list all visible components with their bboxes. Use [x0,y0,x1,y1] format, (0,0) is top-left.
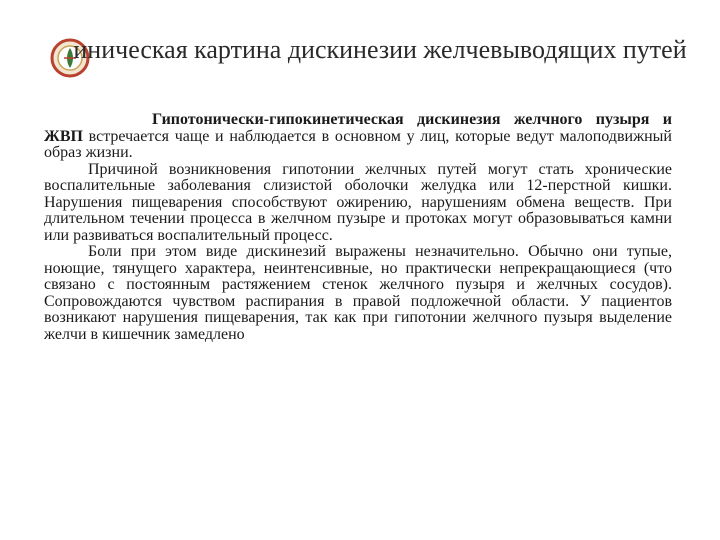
paragraph-3: Боли при этом виде дискинезий выражены незначительно. Обычно они тупые, ноющие, тянущего характера, неинтенсивные, но практически непрекращающиеся (что связано с постоянным растяжением стенок желчного пузыря и желчных сосудов). Сопровождаются чувством распирания в правой подложечной области. У пациентов возникают нарушения пищеварения, так как при гипотонии желчного пузыря выделение желчи в кишечник замедлено [44,243,672,343]
slide-title: иническая картина дискинезии желчевыводящих путей [73,35,687,64]
paragraph-1-text: встречается чаще и наблюдается в основном у лиц, которые ведут малоподвижный образ жизни. [44,127,672,161]
slide-body [44,112,672,343]
paragraph-1 [44,112,672,162]
paragraph-1-lead: Гипотонически-гипокинетическая дискинезия желчного пузыря и ЖВП [44,111,672,145]
paragraph-2: Причиной возникновения гипотонии желчных путей могут стать хронические воспалительные заболевания слизистой оболочки желудка или 12-перстной кишки. Нарушения пищеварения способствуют ожирению, нарушениям обмена веществ. При длительном течении процесса в желчном пузыре и протоках могут образовываться камни или развиваться воспалительный процесс. [44,160,672,244]
